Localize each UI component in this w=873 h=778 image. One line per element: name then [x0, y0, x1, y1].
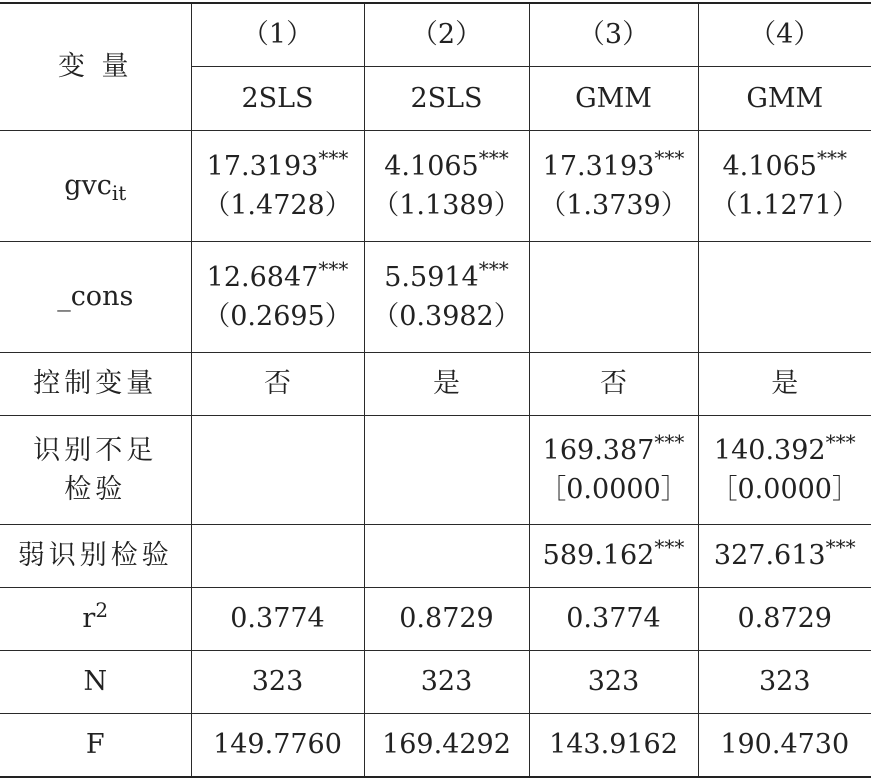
- significance-stars: ***: [478, 256, 509, 281]
- underid-cell-2-empty: [364, 416, 529, 525]
- stat: 169.387: [542, 434, 655, 466]
- cons-cell-2: [364, 242, 529, 353]
- row-label-f: F: [0, 714, 191, 778]
- row-f: [0, 714, 871, 778]
- row-label-cons: _cons: [0, 242, 191, 353]
- column-number-3: （3）: [529, 3, 698, 67]
- row-label-weakid: 弱识别检验: [0, 525, 191, 588]
- row-underid: [0, 416, 871, 525]
- f-cell-1: 149.7760: [191, 714, 364, 778]
- row-weakid: [0, 525, 871, 588]
- std-error: （1.1389）: [372, 190, 521, 221]
- row-gvc: [0, 131, 871, 242]
- underid-label-line1: 识别不足: [33, 434, 158, 466]
- controls-cell-4: 是: [698, 353, 871, 416]
- controls-cell-1: 否: [191, 353, 364, 416]
- cons-cell-3-empty: [529, 242, 698, 353]
- stat: 140.392: [713, 434, 826, 466]
- regression-table: [0, 2, 871, 778]
- row-label-r2: [0, 588, 191, 651]
- method-1: 2SLS: [191, 67, 364, 131]
- significance-stars: ***: [654, 535, 685, 560]
- n-cell-1: 323: [191, 651, 364, 714]
- weakid-cell-3: [529, 525, 698, 588]
- significance-stars: ***: [478, 145, 509, 170]
- row-label-n: N: [0, 651, 191, 714]
- f-cell-3: 143.9162: [529, 714, 698, 778]
- column-number-2: （2）: [364, 3, 529, 67]
- method-2: 2SLS: [364, 67, 529, 131]
- significance-stars: ***: [654, 145, 685, 170]
- coef: 4.1065: [722, 150, 817, 182]
- r2-cell-4: 0.8729: [698, 588, 871, 651]
- f-cell-4: 190.4730: [698, 714, 871, 778]
- row-r2: [0, 588, 871, 651]
- variable-header: 变 量: [0, 3, 191, 131]
- underid-cell-4: [698, 416, 871, 525]
- r2-label-base: r: [82, 603, 96, 635]
- significance-stars: ***: [654, 429, 685, 454]
- std-error: （1.1271）: [710, 190, 859, 221]
- controls-cell-3: 否: [529, 353, 698, 416]
- r2-cell-1: 0.3774: [191, 588, 364, 651]
- p-value: ［0.0000］: [710, 474, 859, 505]
- p-value: ［0.0000］: [539, 474, 688, 505]
- header-row-columns: [0, 3, 871, 67]
- n-cell-3: 323: [529, 651, 698, 714]
- underid-cell-1-empty: [191, 416, 364, 525]
- n-cell-4: 323: [698, 651, 871, 714]
- r2-label-superscript: 2: [95, 598, 109, 623]
- r2-cell-3: 0.3774: [529, 588, 698, 651]
- coef: 12.6847: [206, 261, 319, 293]
- significance-stars: ***: [816, 145, 847, 170]
- column-number-4: （4）: [698, 3, 871, 67]
- underid-cell-3: [529, 416, 698, 525]
- coef: 5.5914: [384, 261, 479, 293]
- gvc-cell-2: [364, 131, 529, 242]
- n-cell-2: 323: [364, 651, 529, 714]
- gvc-label-subscript: it: [111, 181, 127, 206]
- significance-stars: ***: [318, 145, 349, 170]
- cons-cell-4-empty: [698, 242, 871, 353]
- std-error: （0.3982）: [372, 301, 521, 332]
- column-number-1: （1）: [191, 3, 364, 67]
- row-cons: [0, 242, 871, 353]
- method-3: GMM: [529, 67, 698, 131]
- weakid-cell-2-empty: [364, 525, 529, 588]
- row-label-controls: 控制变量: [0, 353, 191, 416]
- r2-cell-2: 0.8729: [364, 588, 529, 651]
- row-controls: [0, 353, 871, 416]
- f-cell-2: 169.4292: [364, 714, 529, 778]
- underid-label-line2: 检验: [64, 474, 127, 505]
- std-error: （0.2695）: [203, 301, 352, 332]
- coef: 4.1065: [384, 150, 479, 182]
- weakid-cell-1-empty: [191, 525, 364, 588]
- gvc-cell-3: [529, 131, 698, 242]
- coef: 17.3193: [206, 150, 319, 182]
- stat: 589.162: [542, 540, 655, 572]
- row-label-underid: [0, 416, 191, 525]
- gvc-label-base: gvc: [64, 170, 112, 202]
- stat: 327.613: [713, 540, 826, 572]
- significance-stars: ***: [825, 429, 856, 454]
- row-n: [0, 651, 871, 714]
- weakid-cell-4: [698, 525, 871, 588]
- coef: 17.3193: [542, 150, 655, 182]
- std-error: （1.4728）: [203, 190, 352, 221]
- gvc-cell-4: [698, 131, 871, 242]
- method-4: GMM: [698, 67, 871, 131]
- row-label-gvc: [0, 131, 191, 242]
- significance-stars: ***: [825, 535, 856, 560]
- controls-cell-2: 是: [364, 353, 529, 416]
- cons-cell-1: [191, 242, 364, 353]
- std-error: （1.3739）: [539, 190, 688, 221]
- significance-stars: ***: [318, 256, 349, 281]
- gvc-cell-1: [191, 131, 364, 242]
